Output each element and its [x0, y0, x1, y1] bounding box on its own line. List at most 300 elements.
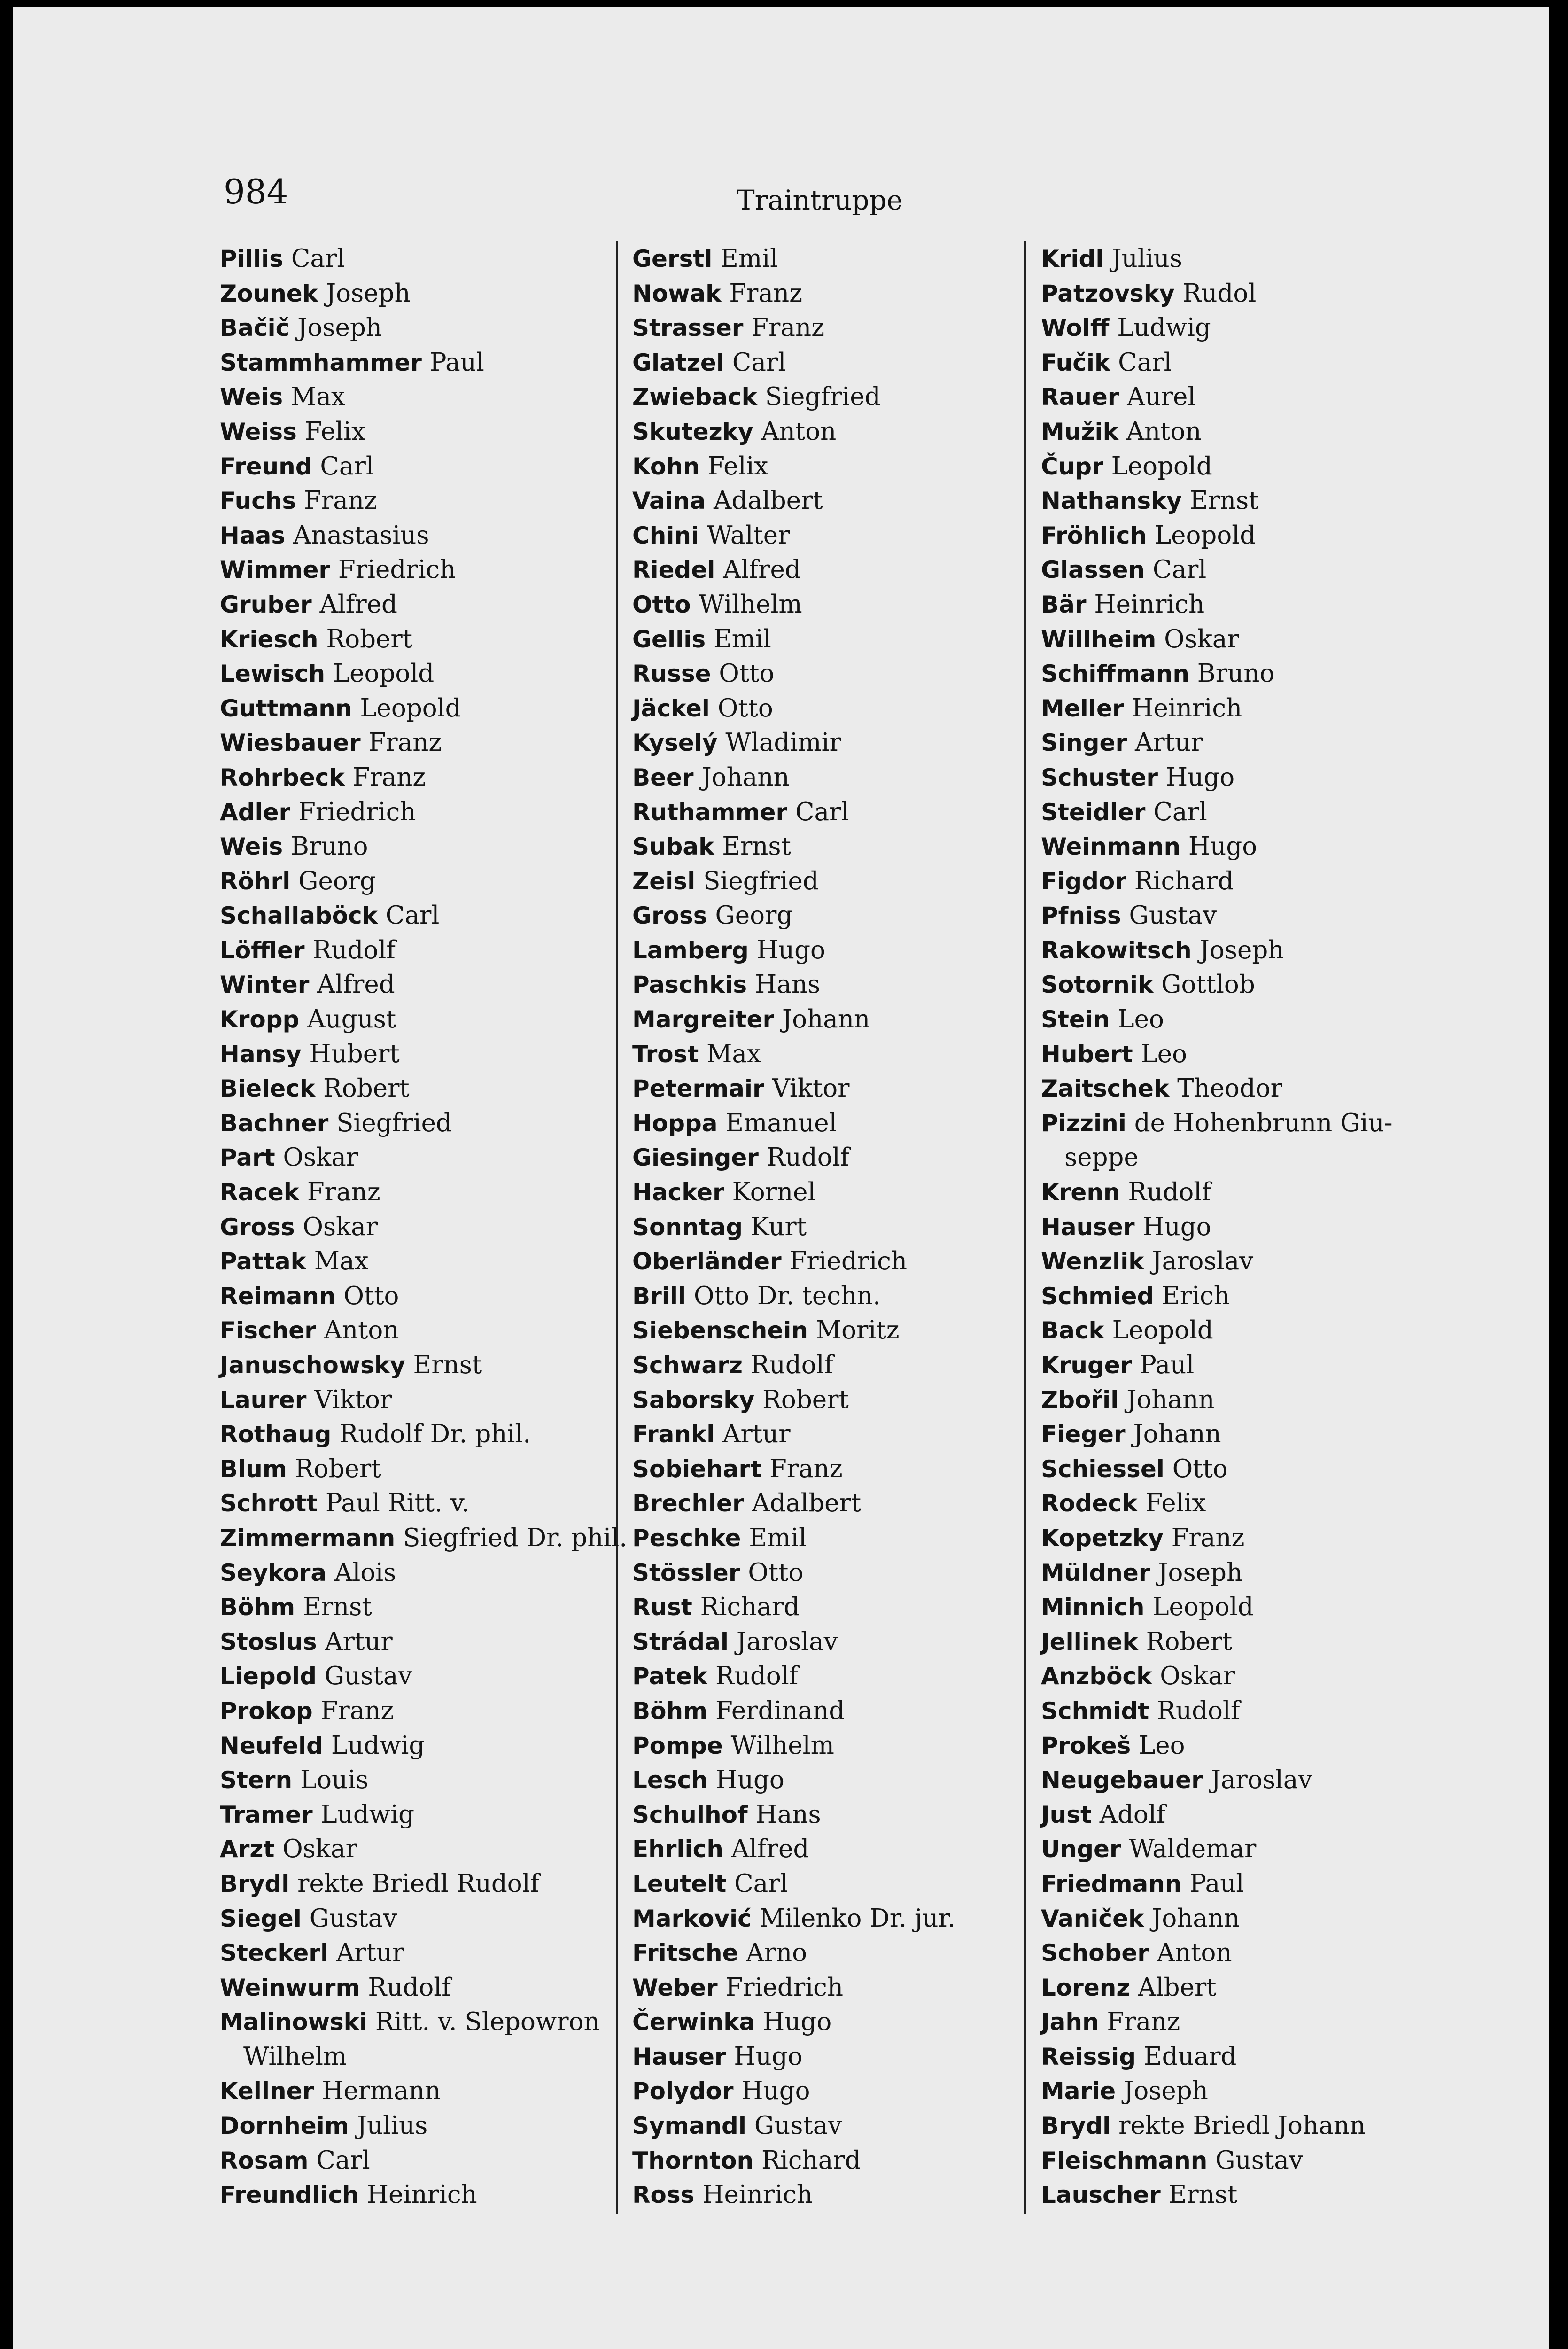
name-entry — [220, 2005, 624, 2039]
given-name: Otto — [717, 693, 773, 723]
given-name: Max — [706, 1039, 761, 1068]
given-name: Johann — [1126, 1385, 1215, 1414]
given-name: Anton — [761, 417, 837, 446]
name-entry — [220, 1936, 624, 1970]
name-entry — [220, 311, 624, 345]
given-name: Leopold — [333, 659, 435, 688]
surname: Patzovsky — [1041, 280, 1175, 307]
name-entry — [1041, 1797, 1454, 1832]
surname: Strádal — [632, 1628, 729, 1656]
given-name: Franz — [729, 279, 803, 308]
given-name: Franz — [1107, 2007, 1180, 2037]
surname: Wiesbauer — [220, 729, 361, 757]
given-name: Carl — [734, 1869, 788, 1898]
name-entry — [632, 1002, 1036, 1037]
surname: Schrott — [220, 1490, 318, 1517]
name-entry — [632, 2178, 1036, 2212]
name-entry — [220, 933, 624, 968]
surname: Čupr — [1041, 452, 1103, 480]
surname: Pfniss — [1041, 902, 1121, 930]
given-name: Anton — [1126, 417, 1202, 446]
name-entry — [220, 1556, 624, 1590]
name-entry — [220, 552, 624, 587]
name-entry — [220, 1417, 624, 1452]
name-entry — [1041, 1763, 1454, 1797]
given-name: Albert — [1138, 1973, 1217, 2002]
name-entry — [632, 1763, 1036, 1797]
name-entry — [220, 1590, 624, 1625]
name-entry — [220, 898, 624, 933]
surname: Russe — [632, 660, 711, 688]
given-name: Hugo — [741, 2077, 810, 2106]
surname: Freundlich — [220, 2181, 359, 2209]
name-entry — [632, 1832, 1036, 1867]
name-entry — [1041, 449, 1454, 484]
name-entry — [1041, 241, 1454, 276]
name-entry — [220, 1797, 624, 1832]
surname: Fieger — [1041, 1421, 1126, 1448]
name-entry — [632, 1244, 1036, 1279]
given-name: Artur — [1134, 728, 1203, 757]
given-name: Adalbert — [714, 486, 823, 515]
given-name: Rudolf — [715, 1662, 799, 1691]
surname: Reissig — [1041, 2043, 1136, 2070]
name-entry — [632, 967, 1036, 1002]
surname: Schmidt — [1041, 1697, 1149, 1725]
given-name: Carl — [795, 797, 849, 826]
surname: Gerstl — [632, 245, 713, 272]
given-name: Gottlob — [1161, 970, 1255, 999]
name-entry — [1041, 967, 1454, 1002]
name-entry — [220, 1106, 624, 1141]
surname: Schiessel — [1041, 1455, 1164, 1483]
surname: Stein — [1041, 1006, 1110, 1034]
surname: Hacker — [632, 1179, 724, 1206]
name-entry — [632, 1936, 1036, 1970]
name-entry — [632, 898, 1036, 933]
given-name: Hugo — [1142, 1212, 1211, 1241]
given-name: Felix — [707, 451, 768, 481]
given-name: Otto — [748, 1558, 804, 1587]
given-name: Joseph — [1158, 1558, 1243, 1587]
name-entry — [632, 518, 1036, 553]
given-name: Leopold — [360, 693, 461, 723]
name-entry — [632, 1901, 1036, 1936]
surname: Hansy — [220, 1040, 302, 1068]
name-entry — [220, 691, 624, 726]
name-entry — [220, 2039, 624, 2074]
name-entry — [220, 1625, 624, 1659]
name-entry — [1041, 518, 1454, 553]
surname: Kellner — [220, 2077, 314, 2105]
given-name: Richard — [1134, 866, 1234, 895]
surname: Riedel — [632, 556, 715, 584]
surname: Zbořil — [1041, 1386, 1119, 1414]
name-entry — [1041, 1625, 1454, 1659]
running-header: Traintruppe — [737, 184, 903, 216]
name-entry — [632, 1728, 1036, 1763]
surname: Brechler — [632, 1490, 744, 1517]
surname: Rauer — [1041, 383, 1119, 411]
surname: Racek — [220, 1179, 300, 1206]
surname: Kriesch — [220, 625, 318, 653]
surname: Zwieback — [632, 383, 757, 411]
name-entry — [1041, 1417, 1454, 1452]
given-name: Ernst — [1168, 2180, 1238, 2209]
name-column-3 — [1041, 241, 1454, 2212]
surname: Čerwinka — [632, 2008, 755, 2036]
given-name: Hugo — [715, 1766, 784, 1795]
surname: Symandl — [632, 2112, 746, 2140]
surname: Just — [1041, 1801, 1092, 1828]
surname: Pillis — [220, 245, 283, 272]
given-name: Leopold — [1154, 521, 1256, 550]
name-entry — [632, 483, 1036, 518]
name-entry — [1041, 1210, 1454, 1245]
given-name: Paul — [1189, 1869, 1244, 1898]
given-name: Julius — [357, 2111, 428, 2140]
name-entry — [1041, 1590, 1454, 1625]
name-entry — [220, 1867, 624, 1901]
surname: Adler — [220, 798, 291, 826]
given-name: Franz — [1171, 1523, 1245, 1552]
name-entry — [220, 829, 624, 864]
name-entry — [1041, 414, 1454, 449]
name-entry — [1041, 1832, 1454, 1867]
surname: Wolff — [1041, 314, 1110, 342]
given-name: rekte Briedl Johann — [1118, 2111, 1366, 2140]
surname: Otto — [632, 591, 691, 618]
name-entry — [220, 1901, 624, 1936]
surname: Zaitschek — [1041, 1075, 1170, 1103]
given-name: Theodor — [1177, 1074, 1282, 1103]
given-name: Friedrich — [298, 797, 416, 826]
surname: Kohn — [632, 452, 700, 480]
name-entry — [632, 311, 1036, 345]
given-name: Waldemar — [1129, 1835, 1257, 1864]
given-name: Carl — [385, 901, 440, 930]
given-name: Walter — [707, 521, 790, 550]
surname: Zimmermann — [220, 1524, 396, 1552]
given-name: Hans — [755, 970, 821, 999]
name-entry — [1041, 760, 1454, 795]
given-name: de Hohenbrunn Giu- — [1134, 1108, 1393, 1137]
given-name: Ludwig — [1117, 313, 1211, 342]
name-entry — [1041, 864, 1454, 899]
name-entry — [220, 1140, 624, 1175]
surname: Sonntag — [632, 1213, 743, 1241]
given-name: Rudolf Dr. phil. — [339, 1420, 531, 1449]
given-name: Kornel — [732, 1178, 816, 1207]
surname: Weis — [220, 833, 283, 861]
given-name: Franz — [304, 486, 377, 515]
given-name: Joseph — [297, 313, 382, 342]
surname: Vaniček — [1041, 1905, 1144, 1932]
surname: Subak — [632, 833, 714, 861]
given-name: Rudolf — [750, 1351, 834, 1379]
name-entry — [632, 1037, 1036, 1072]
name-column-1 — [220, 241, 628, 2212]
name-entry — [632, 1625, 1036, 1659]
given-name: Rudolf — [368, 1973, 451, 2002]
name-entry — [632, 1175, 1036, 1210]
name-entry — [1041, 1486, 1454, 1521]
name-entry — [1041, 795, 1454, 830]
surname: Pattak — [220, 1248, 306, 1276]
name-entry — [1041, 1279, 1454, 1314]
name-entry — [220, 414, 624, 449]
surname: Singer — [1041, 729, 1127, 757]
given-name: Johann — [782, 1005, 870, 1034]
given-name: Georg — [715, 901, 793, 930]
name-entry — [632, 725, 1036, 760]
given-name: Robert — [762, 1385, 849, 1414]
surname: Bačič — [220, 314, 290, 342]
given-name: Gustav — [1129, 901, 1217, 930]
given-name: Robert — [295, 1454, 381, 1483]
given-name: Siegfried — [703, 866, 819, 895]
surname: Hubert — [1041, 1040, 1133, 1068]
surname: Januschowsky — [220, 1352, 405, 1379]
surname: Beer — [632, 763, 694, 791]
given-name: Rudolf — [1157, 1696, 1240, 1725]
given-name: Georg — [298, 866, 376, 895]
surname: Kyselý — [632, 729, 718, 757]
surname: Glassen — [1041, 556, 1145, 584]
given-name: Franz — [368, 728, 442, 757]
name-entry — [632, 345, 1036, 380]
name-entry — [220, 276, 624, 311]
name-entry — [632, 2143, 1036, 2178]
given-name: Arno — [746, 1938, 807, 1968]
given-name: Paul Ritt. v. — [325, 1489, 470, 1518]
surname: Bär — [1041, 591, 1087, 618]
given-name: Hugo — [1188, 832, 1258, 861]
given-name: Oskar — [283, 1143, 358, 1172]
surname: Jellinek — [1041, 1628, 1138, 1656]
name-entry — [1041, 1244, 1454, 1279]
surname: Liepold — [220, 1663, 317, 1690]
name-entry — [1041, 587, 1454, 622]
name-entry — [220, 1210, 624, 1245]
name-entry — [1041, 1175, 1454, 1210]
surname: Prokeš — [1041, 1732, 1131, 1759]
surname: Marie — [1041, 2077, 1116, 2105]
name-entry — [220, 725, 624, 760]
given-name: Rudolf — [766, 1143, 850, 1172]
surname: Rohrbeck — [220, 763, 345, 791]
given-name: Bruno — [291, 832, 368, 861]
given-name: Richard — [761, 2146, 861, 2175]
surname: Saborsky — [632, 1386, 755, 1414]
surname: Rothaug — [220, 1421, 332, 1448]
surname: Schallaböck — [220, 902, 378, 930]
surname: Gruber — [220, 591, 312, 618]
surname: Ehrlich — [632, 1836, 723, 1863]
given-name: Alfred — [731, 1835, 809, 1864]
given-name: Erich — [1162, 1281, 1230, 1310]
given-name: Ernst — [413, 1351, 482, 1379]
given-name: Jaroslav — [1211, 1766, 1312, 1795]
surname: Pizzini — [1041, 1109, 1126, 1137]
name-entry — [632, 380, 1036, 414]
name-entry — [1041, 483, 1454, 518]
surname: Tramer — [220, 1801, 313, 1828]
given-name: Wilhelm — [243, 2042, 347, 2071]
given-name: rekte Briedl Rudolf — [297, 1869, 540, 1898]
surname: Siegel — [220, 1905, 302, 1932]
surname: Fuchs — [220, 487, 296, 515]
surname: Minnich — [1041, 1594, 1145, 1621]
name-entry — [1041, 2039, 1454, 2074]
given-name: Emil — [714, 624, 771, 653]
surname: Figdor — [1041, 867, 1126, 895]
name-entry — [220, 1383, 624, 1417]
given-name: Carl — [1153, 797, 1207, 826]
given-name: Johann — [1152, 1904, 1240, 1933]
name-entry — [632, 760, 1036, 795]
name-entry — [632, 933, 1036, 968]
given-name: Leopold — [1152, 1593, 1254, 1622]
given-name: Paul — [429, 348, 484, 377]
name-entry — [632, 656, 1036, 691]
given-name: Carl — [316, 2146, 370, 2175]
surname: Zounek — [220, 280, 318, 307]
surname: Rakowitsch — [1041, 936, 1192, 964]
name-entry — [1041, 1348, 1454, 1383]
given-name: Leopold — [1111, 451, 1212, 481]
given-name: Robert — [1146, 1627, 1233, 1656]
name-entry — [220, 2178, 624, 2212]
surname: Müldner — [1041, 1559, 1150, 1587]
name-entry — [220, 1970, 624, 2005]
given-name: Paul — [1140, 1351, 1195, 1379]
given-name: Oskar — [1164, 624, 1239, 653]
name-entry — [1041, 1452, 1454, 1486]
surname: Patek — [632, 1663, 708, 1690]
given-name: Friedrich — [338, 555, 456, 584]
surname: Neugebauer — [1041, 1766, 1203, 1794]
surname: Thornton — [632, 2147, 754, 2174]
surname: Fritsche — [632, 1939, 738, 1967]
given-name: Hugo — [756, 935, 825, 964]
given-name: Anton — [324, 1316, 399, 1345]
given-name: Otto — [1172, 1454, 1228, 1483]
name-entry — [220, 1348, 624, 1383]
name-entry — [220, 518, 624, 553]
given-name: Otto — [343, 1281, 399, 1310]
surname: Schiffmann — [1041, 660, 1189, 688]
name-entry — [632, 1383, 1036, 1417]
name-entry — [632, 1590, 1036, 1625]
surname: Seykora — [220, 1559, 327, 1587]
surname: Kopetzky — [1041, 1524, 1164, 1552]
name-entry — [1041, 1140, 1454, 1175]
surname: Röhrl — [220, 867, 291, 895]
given-name: Ernst — [1189, 486, 1259, 515]
given-name: Hugo — [763, 2007, 832, 2037]
name-entry — [632, 1417, 1036, 1452]
name-entry — [220, 587, 624, 622]
given-name: Oskar — [282, 1835, 357, 1864]
given-name: Robert — [323, 1074, 410, 1103]
given-name: Leo — [1141, 1039, 1188, 1068]
given-name: Max — [291, 382, 345, 412]
name-entry — [1041, 1106, 1454, 1141]
surname: Polydor — [632, 2077, 734, 2105]
surname: Stössler — [632, 1559, 740, 1587]
name-entry — [220, 345, 624, 380]
given-name: Rudolf — [1128, 1178, 1211, 1207]
name-entry — [632, 691, 1036, 726]
name-entry — [632, 2074, 1036, 2108]
surname: Ruthammer — [632, 798, 788, 826]
given-name: Carl — [291, 244, 345, 273]
surname: Laurer — [220, 1386, 307, 1414]
surname: Marković — [632, 1905, 752, 1932]
given-name: Franz — [320, 1696, 394, 1725]
name-entry — [632, 864, 1036, 899]
surname: Bieleck — [220, 1075, 316, 1103]
given-name: Gustav — [1215, 2146, 1303, 2175]
name-entry — [1041, 1037, 1454, 1072]
given-name: Leopold — [1112, 1316, 1213, 1345]
given-name: Franz — [352, 762, 426, 792]
name-entry — [220, 449, 624, 484]
name-entry — [1041, 656, 1454, 691]
surname: Weinmann — [1041, 833, 1181, 861]
given-name: Siegfried — [765, 382, 881, 412]
given-name: Felix — [304, 417, 365, 446]
surname: Skutezky — [632, 418, 753, 445]
name-entry — [632, 276, 1036, 311]
name-entry — [1041, 311, 1454, 345]
given-name: Wladimir — [725, 728, 841, 757]
given-name: Johann — [701, 762, 790, 792]
name-entry — [632, 1867, 1036, 1901]
given-name: Ritt. v. Slepowron — [375, 2007, 600, 2037]
name-entry — [220, 1279, 624, 1314]
name-entry — [220, 1037, 624, 1072]
surname: Weber — [632, 1974, 718, 2001]
name-entry — [632, 552, 1036, 587]
given-name: Joseph — [1124, 2077, 1208, 2106]
name-entry — [632, 1659, 1036, 1694]
given-name: Otto — [719, 659, 775, 688]
surname: Part — [220, 1144, 275, 1172]
surname: Jahn — [1041, 2008, 1099, 2036]
name-entry — [632, 1071, 1036, 1106]
surname: Jäckel — [632, 694, 710, 722]
name-entry — [632, 1970, 1036, 2005]
name-entry — [220, 1763, 624, 1797]
name-entry — [220, 622, 624, 657]
name-entry — [1041, 1728, 1454, 1763]
surname: Löffler — [220, 936, 305, 964]
surname: Neufeld — [220, 1732, 323, 1759]
given-name: Oskar — [1160, 1662, 1235, 1691]
name-entry — [1041, 691, 1454, 726]
given-name: Anton — [1157, 1938, 1232, 1968]
name-entry — [632, 1694, 1036, 1728]
surname: Leutelt — [632, 1870, 727, 1898]
name-entry — [632, 1797, 1036, 1832]
name-entry — [1041, 1970, 1454, 2005]
surname: Bachner — [220, 1109, 329, 1137]
surname: Frankl — [632, 1421, 715, 1448]
document-page — [13, 7, 1549, 2349]
given-name: Ludwig — [331, 1731, 425, 1760]
